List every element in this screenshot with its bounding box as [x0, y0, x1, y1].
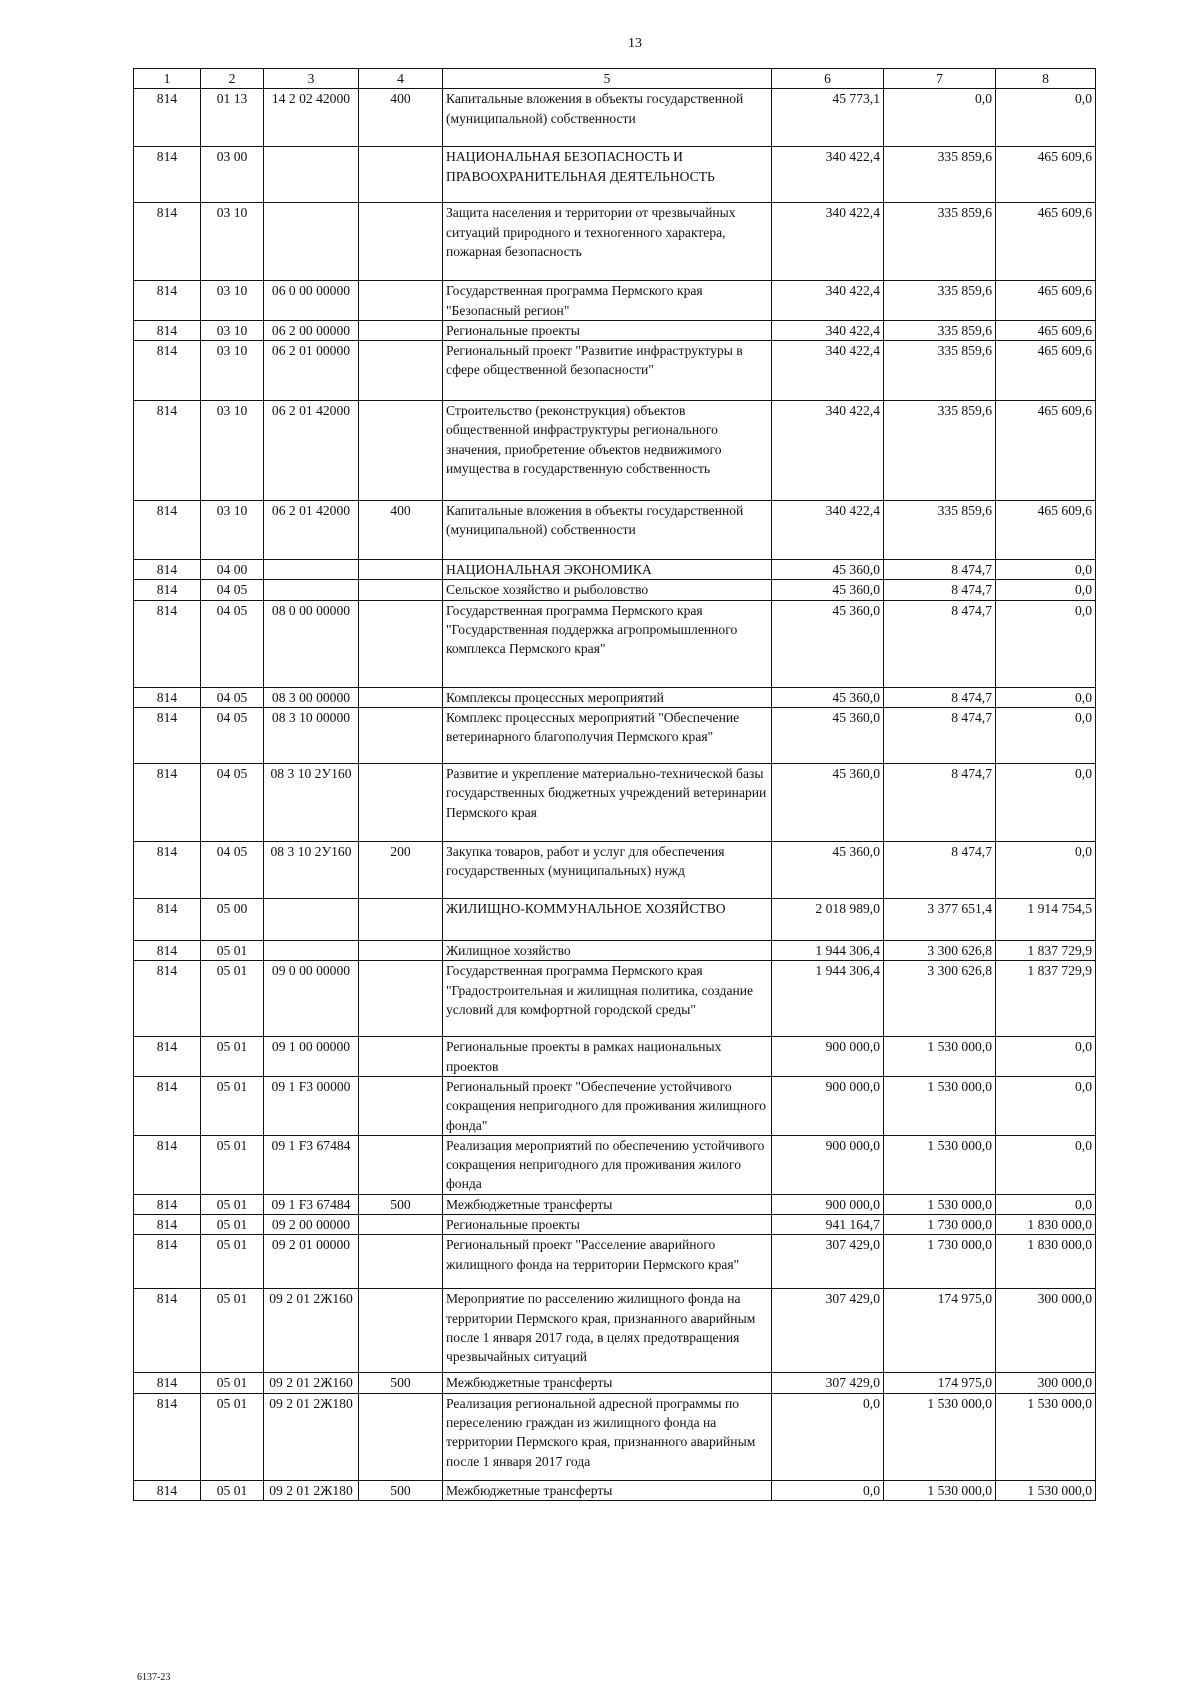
cell-amount-col8: 0,0	[996, 1076, 1096, 1135]
table-row	[134, 961, 1096, 1037]
table-row	[134, 842, 1096, 899]
cell-amount-col6: 900 000,0	[772, 1037, 884, 1077]
cell-amount-col8: 465 609,6	[996, 320, 1096, 340]
cell-item-name: Региональный проект "Развитие инфраструктуры в сфере общественной безопасности"	[443, 341, 772, 401]
cell-item-name: Государственная программа Пермского края "Государственная поддержка агропромышленного комплекса Пермского края"	[443, 600, 772, 687]
cell-expense-type	[359, 899, 443, 941]
cell-amount-col8: 0,0	[996, 1194, 1096, 1214]
cell-amount-col6: 45 360,0	[772, 842, 884, 899]
cell-expense-type: 200	[359, 842, 443, 899]
column-header-8: 8	[996, 69, 1096, 89]
cell-item-name: НАЦИОНАЛЬНАЯ БЕЗОПАСНОСТЬ И ПРАВООХРАНИТЕЛЬНАЯ ДЕЯТЕЛЬНОСТЬ	[443, 147, 772, 203]
cell-ministry-code: 814	[134, 941, 201, 961]
cell-amount-col8: 0,0	[996, 560, 1096, 580]
cell-section-code: 01 13	[201, 89, 264, 147]
cell-ministry-code: 814	[134, 1194, 201, 1214]
cell-target-article: 09 2 01 2Ж160	[264, 1373, 359, 1393]
cell-target-article: 06 2 01 42000	[264, 501, 359, 560]
cell-amount-col8: 0,0	[996, 1037, 1096, 1077]
cell-section-code: 04 05	[201, 687, 264, 707]
cell-ministry-code: 814	[134, 341, 201, 401]
cell-amount-col7: 335 859,6	[884, 501, 996, 560]
cell-expense-type	[359, 708, 443, 764]
cell-amount-col8: 0,0	[996, 580, 1096, 600]
cell-amount-col6: 900 000,0	[772, 1194, 884, 1214]
cell-item-name: Реализация мероприятий по обеспечению устойчивого сокращения непригодного для проживания жилого фонда	[443, 1135, 772, 1194]
cell-ministry-code: 814	[134, 281, 201, 321]
cell-ministry-code: 814	[134, 1135, 201, 1194]
cell-amount-col6: 2 018 989,0	[772, 899, 884, 941]
cell-section-code: 05 01	[201, 1037, 264, 1077]
table-row	[134, 320, 1096, 340]
cell-item-name: Региональные проекты	[443, 320, 772, 340]
table-row	[134, 1135, 1096, 1194]
cell-amount-col7: 1 530 000,0	[884, 1076, 996, 1135]
cell-amount-col6: 340 422,4	[772, 320, 884, 340]
column-header-3: 3	[264, 69, 359, 89]
column-header-6: 6	[772, 69, 884, 89]
header-row	[134, 69, 1096, 89]
cell-target-article: 08 3 10 2У160	[264, 842, 359, 899]
cell-ministry-code: 814	[134, 1037, 201, 1077]
cell-amount-col6: 0,0	[772, 1393, 884, 1480]
cell-amount-col6: 45 360,0	[772, 687, 884, 707]
cell-amount-col8: 1 837 729,9	[996, 941, 1096, 961]
cell-section-code: 04 00	[201, 560, 264, 580]
cell-ministry-code: 814	[134, 708, 201, 764]
cell-ministry-code: 814	[134, 687, 201, 707]
cell-amount-col7: 1 530 000,0	[884, 1194, 996, 1214]
cell-amount-col8: 0,0	[996, 708, 1096, 764]
cell-section-code: 05 00	[201, 899, 264, 941]
cell-amount-col6: 307 429,0	[772, 1289, 884, 1373]
table-row	[134, 1037, 1096, 1077]
cell-target-article: 09 1 F3 67484	[264, 1135, 359, 1194]
cell-item-name: Межбюджетные трансферты	[443, 1194, 772, 1214]
cell-amount-col7: 335 859,6	[884, 203, 996, 281]
cell-section-code: 05 01	[201, 941, 264, 961]
table-row	[134, 687, 1096, 707]
cell-expense-type	[359, 600, 443, 687]
cell-item-name: Государственная программа Пермского края "Безопасный регион"	[443, 281, 772, 321]
cell-amount-col7: 335 859,6	[884, 341, 996, 401]
cell-amount-col7: 1 530 000,0	[884, 1480, 996, 1500]
cell-amount-col6: 340 422,4	[772, 401, 884, 501]
cell-item-name: Сельское хозяйство и рыболовство	[443, 580, 772, 600]
cell-amount-col7: 1 730 000,0	[884, 1215, 996, 1235]
table-row	[134, 281, 1096, 321]
cell-item-name: Жилищное хозяйство	[443, 941, 772, 961]
cell-amount-col7: 8 474,7	[884, 560, 996, 580]
cell-expense-type	[359, 1135, 443, 1194]
table-row	[134, 1373, 1096, 1393]
cell-item-name: Комплекс процессных мероприятий "Обеспечение ветеринарного благополучия Пермского края"	[443, 708, 772, 764]
cell-amount-col7: 8 474,7	[884, 580, 996, 600]
cell-section-code: 05 01	[201, 1373, 264, 1393]
cell-ministry-code: 814	[134, 600, 201, 687]
table-row	[134, 1194, 1096, 1214]
footer-code: 6137-23	[137, 1672, 171, 1683]
cell-amount-col6: 941 164,7	[772, 1215, 884, 1235]
cell-section-code: 04 05	[201, 600, 264, 687]
table-row	[134, 1215, 1096, 1235]
cell-section-code: 05 01	[201, 1289, 264, 1373]
cell-expense-type	[359, 341, 443, 401]
cell-amount-col7: 335 859,6	[884, 320, 996, 340]
cell-expense-type	[359, 1037, 443, 1077]
cell-amount-col8: 465 609,6	[996, 281, 1096, 321]
budget-table	[133, 68, 1096, 1501]
cell-target-article: 09 0 00 00000	[264, 961, 359, 1037]
cell-amount-col8: 1 837 729,9	[996, 961, 1096, 1037]
cell-amount-col8: 465 609,6	[996, 401, 1096, 501]
cell-amount-col8: 1 830 000,0	[996, 1235, 1096, 1289]
cell-amount-col6: 1 944 306,4	[772, 941, 884, 961]
cell-amount-col7: 8 474,7	[884, 687, 996, 707]
cell-ministry-code: 814	[134, 147, 201, 203]
cell-amount-col7: 3 300 626,8	[884, 941, 996, 961]
cell-target-article: 09 2 00 00000	[264, 1215, 359, 1235]
cell-target-article: 09 1 F3 00000	[264, 1076, 359, 1135]
cell-item-name: Развитие и укрепление материально-технической базы государственных бюджетных учреждений ветеринарии Пермского края	[443, 764, 772, 842]
table-row	[134, 560, 1096, 580]
cell-target-article	[264, 203, 359, 281]
cell-amount-col6: 340 422,4	[772, 281, 884, 321]
cell-item-name: Закупка товаров, работ и услуг для обеспечения государственных (муниципальных) нужд	[443, 842, 772, 899]
cell-amount-col7: 8 474,7	[884, 708, 996, 764]
cell-target-article: 09 2 01 00000	[264, 1235, 359, 1289]
cell-amount-col8: 0,0	[996, 89, 1096, 147]
cell-amount-col6: 900 000,0	[772, 1076, 884, 1135]
cell-amount-col8: 0,0	[996, 1135, 1096, 1194]
cell-ministry-code: 814	[134, 1215, 201, 1235]
cell-item-name: Межбюджетные трансферты	[443, 1480, 772, 1500]
cell-section-code: 04 05	[201, 580, 264, 600]
cell-target-article	[264, 147, 359, 203]
cell-target-article: 09 2 01 2Ж180	[264, 1393, 359, 1480]
cell-expense-type	[359, 1215, 443, 1235]
cell-item-name: Мероприятие по расселению жилищного фонда на территории Пермского края, признанного аварийным после 1 января 2017 года, в целях предотвращения чрезвычайных ситуаций	[443, 1289, 772, 1373]
cell-ministry-code: 814	[134, 1235, 201, 1289]
cell-expense-type	[359, 941, 443, 961]
cell-item-name: Региональные проекты	[443, 1215, 772, 1235]
table-row	[134, 1289, 1096, 1373]
column-header-2: 2	[201, 69, 264, 89]
table-row	[134, 899, 1096, 941]
table-row	[134, 1076, 1096, 1135]
cell-section-code: 05 01	[201, 1393, 264, 1480]
cell-amount-col8: 0,0	[996, 600, 1096, 687]
cell-expense-type	[359, 560, 443, 580]
cell-amount-col7: 174 975,0	[884, 1373, 996, 1393]
cell-target-article: 09 2 01 2Ж160	[264, 1289, 359, 1373]
column-header-5: 5	[443, 69, 772, 89]
cell-ministry-code: 814	[134, 842, 201, 899]
cell-expense-type	[359, 1289, 443, 1373]
cell-amount-col7: 335 859,6	[884, 147, 996, 203]
cell-section-code: 04 05	[201, 842, 264, 899]
column-header-4: 4	[359, 69, 443, 89]
cell-section-code: 05 01	[201, 1135, 264, 1194]
cell-amount-col7: 1 530 000,0	[884, 1135, 996, 1194]
cell-item-name: Региональный проект "Расселение аварийного жилищного фонда на территории Пермского края"	[443, 1235, 772, 1289]
cell-ministry-code: 814	[134, 899, 201, 941]
table-body	[134, 89, 1096, 1501]
cell-section-code: 03 10	[201, 203, 264, 281]
cell-target-article	[264, 580, 359, 600]
cell-amount-col6: 45 360,0	[772, 600, 884, 687]
cell-target-article: 09 2 01 2Ж180	[264, 1480, 359, 1500]
cell-amount-col6: 45 360,0	[772, 560, 884, 580]
cell-target-article: 08 3 10 00000	[264, 708, 359, 764]
cell-amount-col8: 1 830 000,0	[996, 1215, 1096, 1235]
table-row	[134, 764, 1096, 842]
page-number: 13	[628, 36, 642, 51]
cell-section-code: 03 10	[201, 501, 264, 560]
column-header-1: 1	[134, 69, 201, 89]
cell-ministry-code: 814	[134, 1373, 201, 1393]
cell-section-code: 03 00	[201, 147, 264, 203]
cell-ministry-code: 814	[134, 1289, 201, 1373]
cell-item-name: Государственная программа Пермского края "Градостроительная и жилищная политика, создание условий для комфортной городской среды"	[443, 961, 772, 1037]
cell-expense-type	[359, 687, 443, 707]
cell-amount-col6: 340 422,4	[772, 341, 884, 401]
cell-amount-col8: 465 609,6	[996, 147, 1096, 203]
cell-amount-col8: 1 530 000,0	[996, 1393, 1096, 1480]
cell-section-code: 03 10	[201, 401, 264, 501]
cell-target-article: 06 2 01 00000	[264, 341, 359, 401]
cell-amount-col6: 45 360,0	[772, 764, 884, 842]
cell-section-code: 05 01	[201, 961, 264, 1037]
cell-amount-col6: 45 773,1	[772, 89, 884, 147]
cell-amount-col6: 307 429,0	[772, 1373, 884, 1393]
cell-amount-col8: 300 000,0	[996, 1289, 1096, 1373]
cell-section-code: 04 05	[201, 764, 264, 842]
cell-ministry-code: 814	[134, 501, 201, 560]
cell-item-name: ЖИЛИЩНО-КОММУНАЛЬНОЕ ХОЗЯЙСТВО	[443, 899, 772, 941]
cell-ministry-code: 814	[134, 961, 201, 1037]
cell-ministry-code: 814	[134, 203, 201, 281]
cell-target-article: 08 3 10 2У160	[264, 764, 359, 842]
cell-target-article: 06 0 00 00000	[264, 281, 359, 321]
cell-target-article: 06 2 00 00000	[264, 320, 359, 340]
cell-item-name: Региональный проект "Обеспечение устойчивого сокращения непригодного для проживания жилищного фонда"	[443, 1076, 772, 1135]
cell-expense-type: 400	[359, 501, 443, 560]
cell-expense-type	[359, 1235, 443, 1289]
cell-expense-type	[359, 580, 443, 600]
cell-target-article: 09 1 F3 67484	[264, 1194, 359, 1214]
cell-item-name: Межбюджетные трансферты	[443, 1373, 772, 1393]
table-row	[134, 941, 1096, 961]
cell-amount-col6: 0,0	[772, 1480, 884, 1500]
cell-amount-col6: 340 422,4	[772, 147, 884, 203]
cell-amount-col6: 45 360,0	[772, 708, 884, 764]
cell-amount-col8: 300 000,0	[996, 1373, 1096, 1393]
cell-amount-col6: 900 000,0	[772, 1135, 884, 1194]
cell-expense-type: 500	[359, 1480, 443, 1500]
cell-target-article: 06 2 01 42000	[264, 401, 359, 501]
cell-amount-col6: 307 429,0	[772, 1235, 884, 1289]
cell-section-code: 05 01	[201, 1480, 264, 1500]
cell-section-code: 03 10	[201, 341, 264, 401]
cell-ministry-code: 814	[134, 1480, 201, 1500]
cell-expense-type	[359, 961, 443, 1037]
cell-expense-type	[359, 764, 443, 842]
cell-amount-col7: 1 530 000,0	[884, 1037, 996, 1077]
cell-ministry-code: 814	[134, 1076, 201, 1135]
cell-amount-col7: 174 975,0	[884, 1289, 996, 1373]
cell-amount-col8: 0,0	[996, 764, 1096, 842]
cell-item-name: Капитальные вложения в объекты государственной (муниципальной) собственности	[443, 501, 772, 560]
table-row	[134, 1393, 1096, 1480]
cell-amount-col8: 465 609,6	[996, 501, 1096, 560]
table-row	[134, 401, 1096, 501]
table-row	[134, 147, 1096, 203]
cell-expense-type	[359, 281, 443, 321]
cell-target-article	[264, 560, 359, 580]
cell-item-name: Региональные проекты в рамках национальных проектов	[443, 1037, 772, 1077]
cell-amount-col7: 8 474,7	[884, 600, 996, 687]
cell-expense-type: 500	[359, 1194, 443, 1214]
cell-item-name: Капитальные вложения в объекты государственной (муниципальной) собственности	[443, 89, 772, 147]
cell-expense-type	[359, 147, 443, 203]
cell-section-code: 03 10	[201, 281, 264, 321]
cell-expense-type	[359, 203, 443, 281]
cell-ministry-code: 814	[134, 401, 201, 501]
cell-amount-col7: 8 474,7	[884, 764, 996, 842]
cell-amount-col6: 340 422,4	[772, 203, 884, 281]
table-row	[134, 341, 1096, 401]
cell-item-name: Защита населения и территории от чрезвычайных ситуаций природного и техногенного характера, пожарная безопасность	[443, 203, 772, 281]
cell-amount-col7: 3 377 651,4	[884, 899, 996, 941]
table-row	[134, 203, 1096, 281]
cell-target-article: 09 1 00 00000	[264, 1037, 359, 1077]
cell-section-code: 05 01	[201, 1194, 264, 1214]
cell-amount-col8: 465 609,6	[996, 341, 1096, 401]
cell-section-code: 03 10	[201, 320, 264, 340]
cell-amount-col8: 0,0	[996, 687, 1096, 707]
cell-amount-col7: 8 474,7	[884, 842, 996, 899]
cell-amount-col7: 1 530 000,0	[884, 1393, 996, 1480]
cell-amount-col6: 1 944 306,4	[772, 961, 884, 1037]
cell-target-article	[264, 899, 359, 941]
table-row	[134, 1480, 1096, 1500]
cell-amount-col8: 1 914 754,5	[996, 899, 1096, 941]
cell-amount-col7: 335 859,6	[884, 281, 996, 321]
cell-section-code: 05 01	[201, 1215, 264, 1235]
cell-ministry-code: 814	[134, 764, 201, 842]
cell-expense-type: 400	[359, 89, 443, 147]
cell-expense-type	[359, 1076, 443, 1135]
table-row	[134, 600, 1096, 687]
cell-target-article: 08 3 00 00000	[264, 687, 359, 707]
table-row	[134, 501, 1096, 560]
cell-amount-col8: 465 609,6	[996, 203, 1096, 281]
cell-item-name: Комплексы процессных мероприятий	[443, 687, 772, 707]
table-row	[134, 708, 1096, 764]
cell-item-name: Строительство (реконструкция) объектов общественной инфраструктуры регионального значения, приобретение объектов недвижимого имущества в государственную собственность	[443, 401, 772, 501]
cell-expense-type	[359, 1393, 443, 1480]
cell-amount-col8: 0,0	[996, 842, 1096, 899]
cell-amount-col7: 1 730 000,0	[884, 1235, 996, 1289]
cell-expense-type	[359, 401, 443, 501]
cell-ministry-code: 814	[134, 320, 201, 340]
table-row	[134, 1235, 1096, 1289]
cell-target-article: 14 2 02 42000	[264, 89, 359, 147]
table-row	[134, 89, 1096, 147]
cell-target-article: 08 0 00 00000	[264, 600, 359, 687]
cell-ministry-code: 814	[134, 560, 201, 580]
cell-amount-col6: 340 422,4	[772, 501, 884, 560]
cell-target-article	[264, 941, 359, 961]
cell-amount-col7: 3 300 626,8	[884, 961, 996, 1037]
table-row	[134, 580, 1096, 600]
cell-expense-type: 500	[359, 1373, 443, 1393]
cell-amount-col8: 1 530 000,0	[996, 1480, 1096, 1500]
cell-section-code: 05 01	[201, 1235, 264, 1289]
cell-ministry-code: 814	[134, 89, 201, 147]
cell-amount-col7: 335 859,6	[884, 401, 996, 501]
cell-amount-col6: 45 360,0	[772, 580, 884, 600]
cell-item-name: Реализация региональной адресной программы по переселению граждан из жилищного фонда на территории Пермского края, признанного аварийным после 1 января 2017 года	[443, 1393, 772, 1480]
cell-section-code: 04 05	[201, 708, 264, 764]
cell-item-name: НАЦИОНАЛЬНАЯ ЭКОНОМИКА	[443, 560, 772, 580]
cell-section-code: 05 01	[201, 1076, 264, 1135]
cell-ministry-code: 814	[134, 1393, 201, 1480]
cell-expense-type	[359, 320, 443, 340]
cell-amount-col7: 0,0	[884, 89, 996, 147]
column-header-7: 7	[884, 69, 996, 89]
cell-ministry-code: 814	[134, 580, 201, 600]
